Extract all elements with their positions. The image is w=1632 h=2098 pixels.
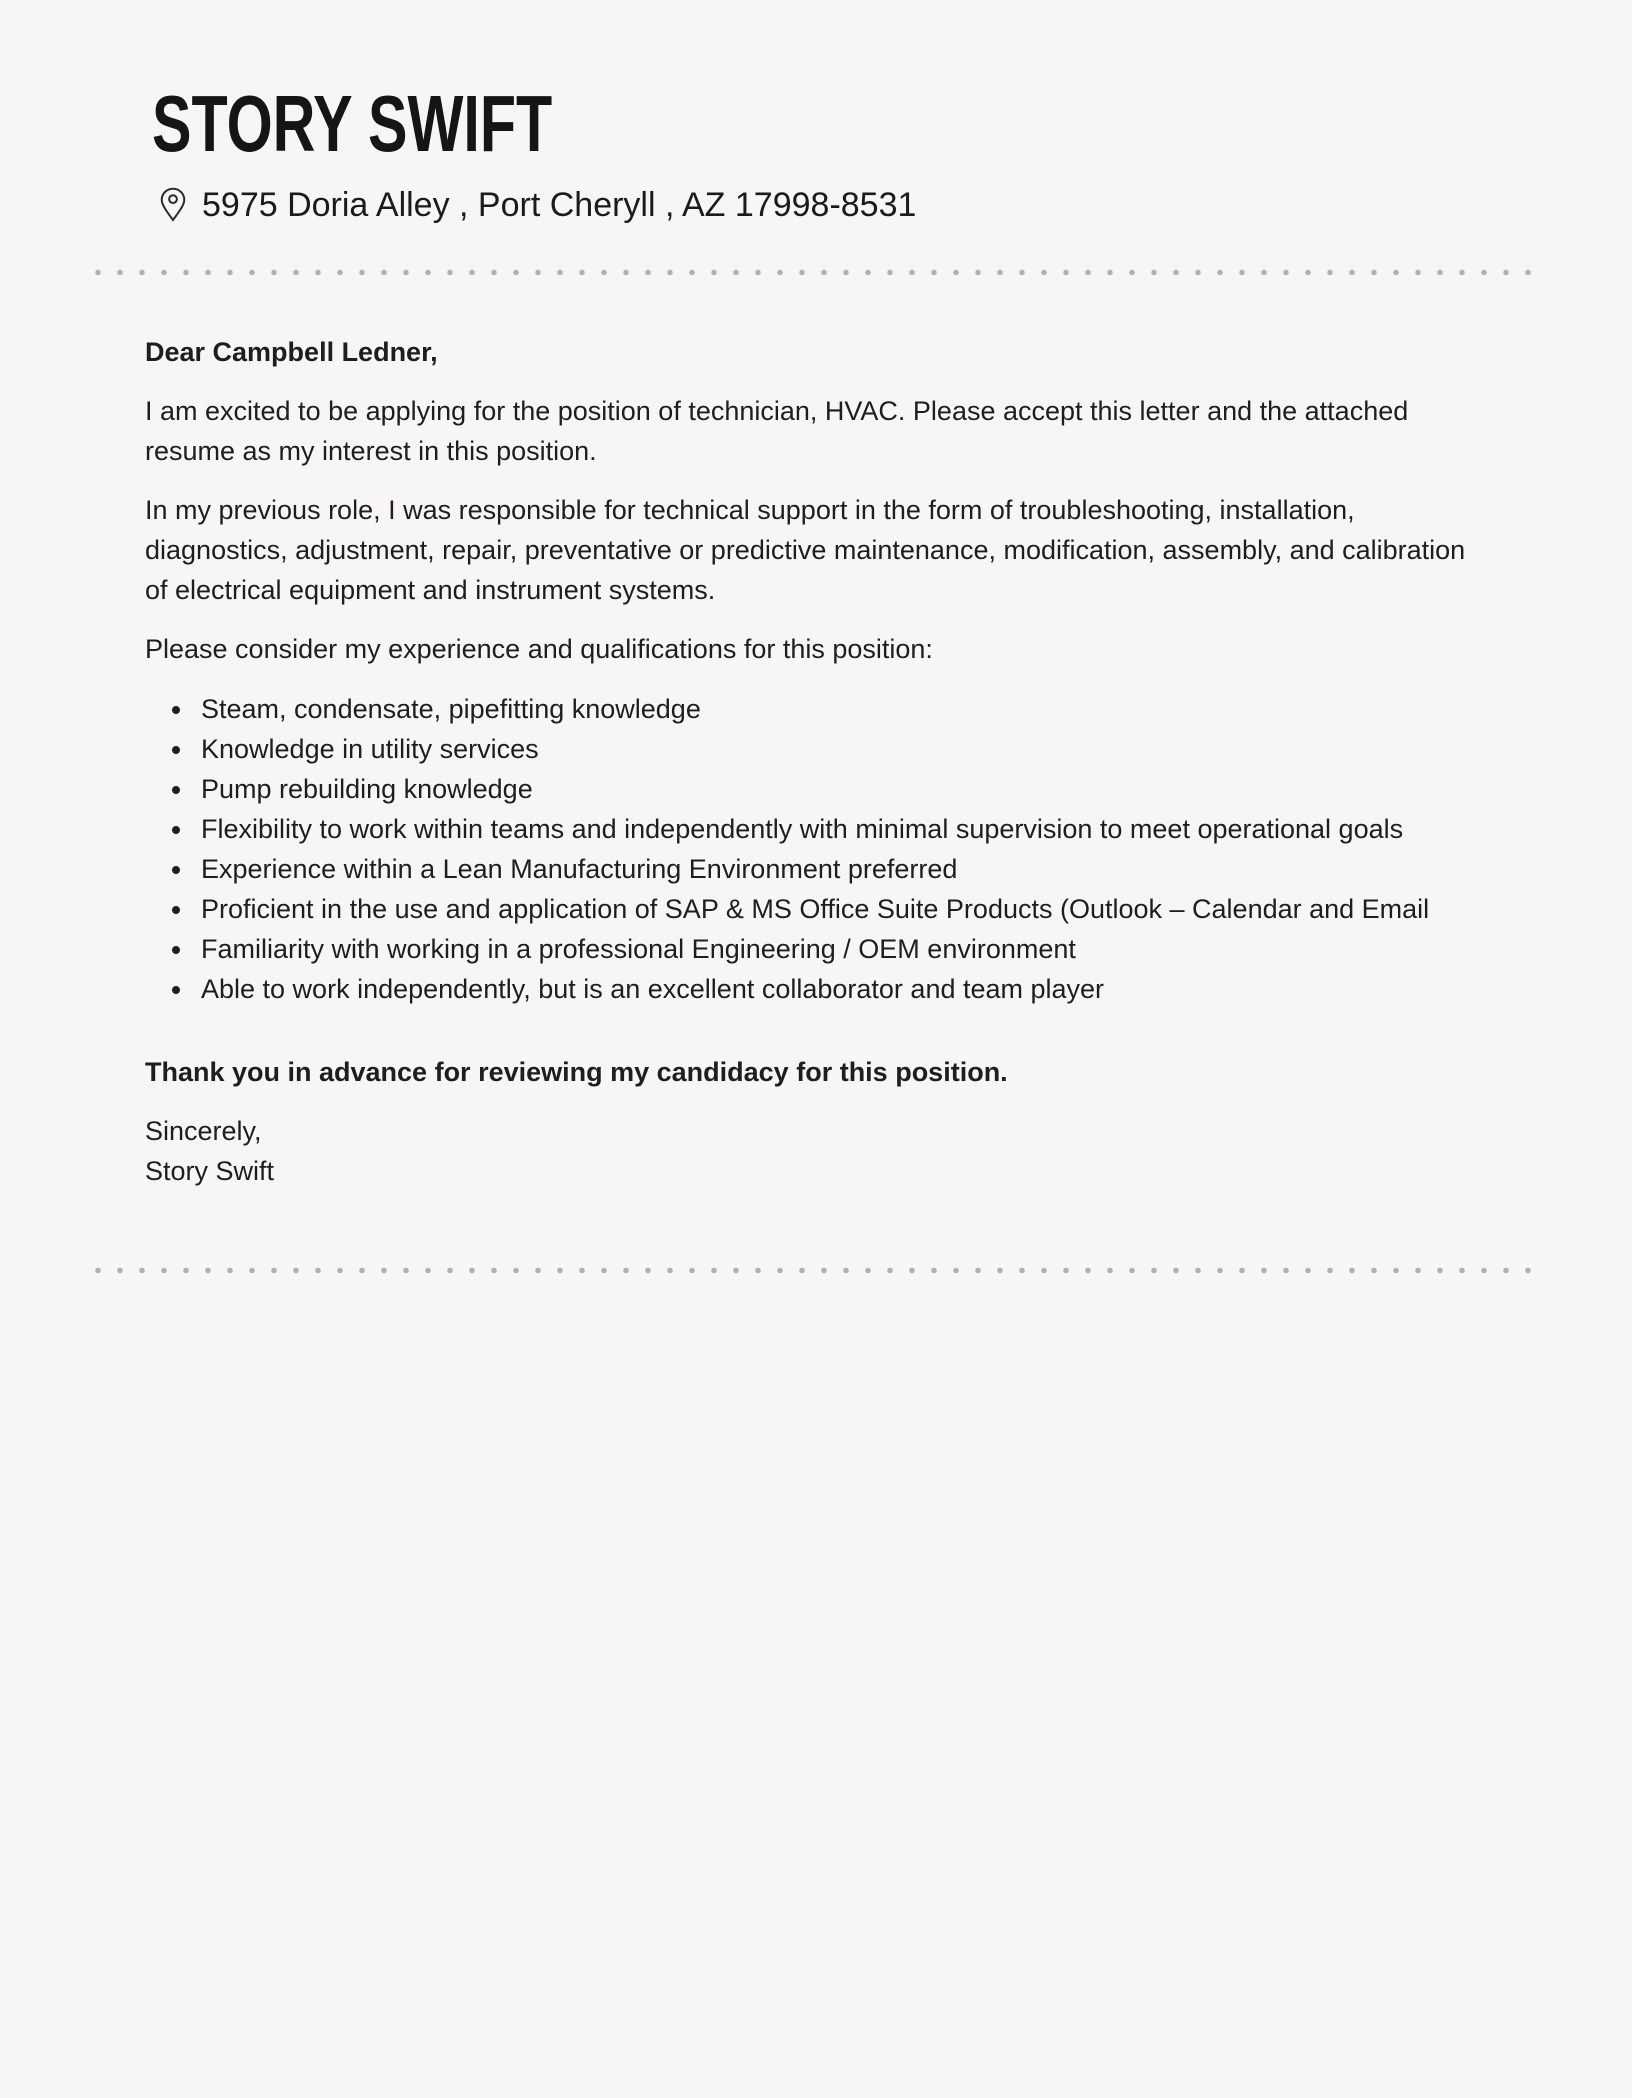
qualification-item: • Proficient in the use and application of SAP & MS Office Suite Products (Outlook – Calendar and Email	[195, 889, 1490, 929]
signoff-word: Sincerely,	[145, 1116, 262, 1146]
candidate-name: STORY SWIFT	[152, 79, 553, 168]
paragraph-previous-role: In my previous role, I was responsible for technical support in the form of troubleshooting, installation, diagnostics, adjustment, repair, preventative or predictive maintenance, modification, assembly, and calibration of electrical equipment and instrument systems.	[145, 495, 1466, 605]
paragraph-intro: I am excited to be applying for the position of technician, HVAC. Please accept this letter and the attached resume as my interest in this position.	[145, 396, 1409, 466]
address-row	[158, 186, 1492, 225]
qualification-item: • Experience within a Lean Manufacturing Environment preferred	[195, 849, 1490, 889]
location-pin-icon	[158, 186, 188, 224]
qualifications-list	[145, 689, 1490, 1009]
closing-emphasis: Thank you in advance for reviewing my candidacy for this position.	[145, 1057, 1008, 1087]
paragraph-consider: Please consider my experience and qualifications for this position:	[145, 634, 933, 664]
qualification-item: • Steam, condensate, pipefitting knowledge	[195, 689, 1490, 729]
dotted-divider-bottom	[95, 1267, 1537, 1274]
address-text: 5975 Doria Alley , Port Cheryll , AZ 17998-8531	[202, 186, 917, 224]
dotted-divider-top	[95, 269, 1537, 276]
qualification-item: • Able to work independently, but is an excellent collaborator and team player	[195, 969, 1490, 1009]
letter-body	[0, 276, 1632, 1191]
signoff-block	[145, 1111, 1490, 1191]
qualification-item: • Familiarity with working in a professional Engineering / OEM environment	[195, 929, 1490, 969]
greeting: Dear Campbell Ledner,	[145, 337, 438, 367]
qualification-item: • Pump rebuilding knowledge	[195, 769, 1490, 809]
letter-header	[0, 0, 1632, 225]
signature-name: Story Swift	[145, 1156, 275, 1186]
qualification-item: • Knowledge in utility services	[195, 729, 1490, 769]
qualification-item: • Flexibility to work within teams and independently with minimal supervision to meet operational goals	[195, 809, 1490, 849]
